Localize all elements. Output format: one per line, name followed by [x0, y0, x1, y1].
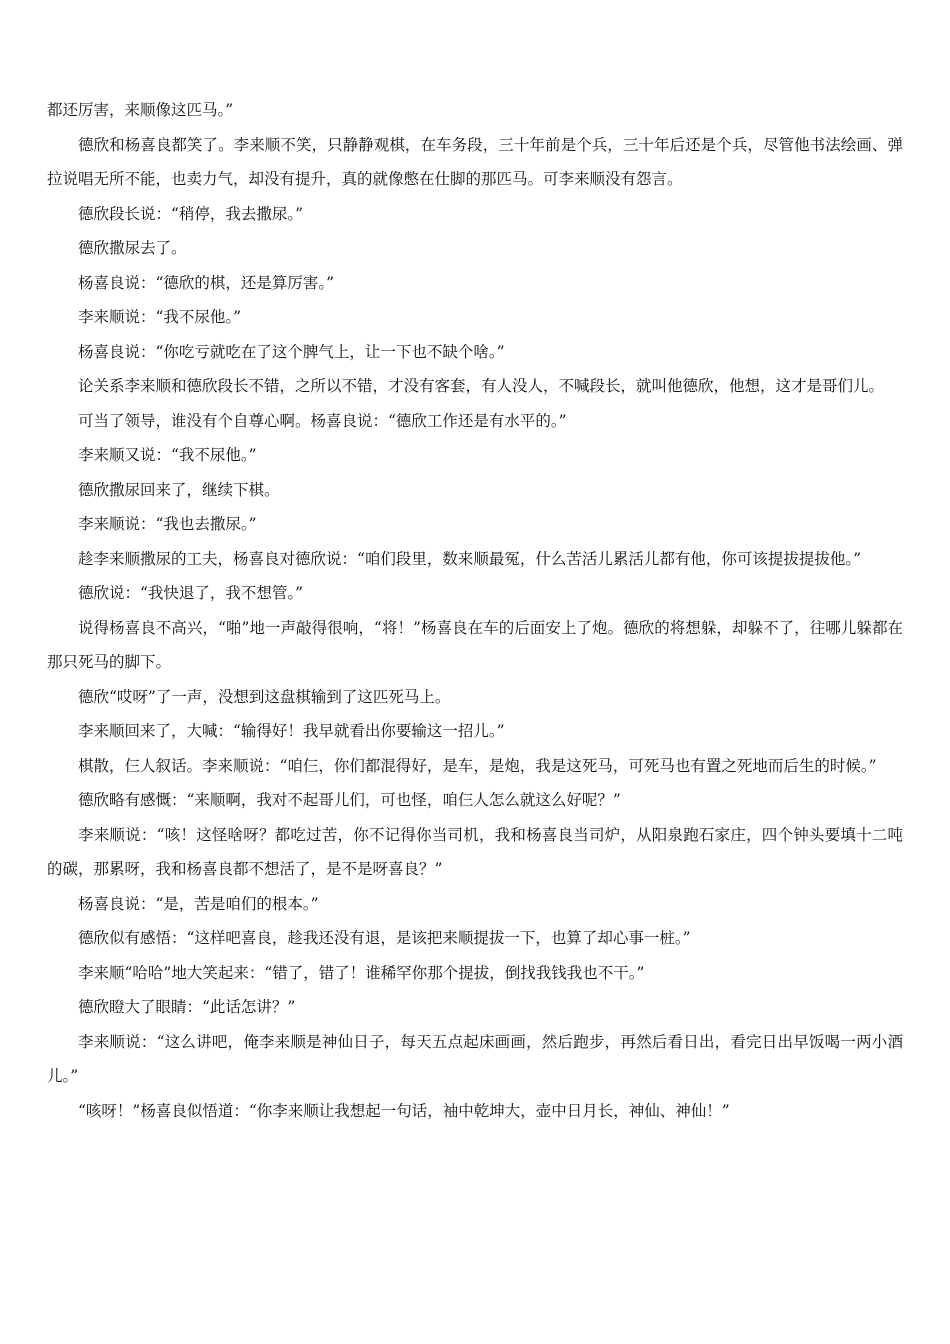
- paragraph-19: 德欣略有感慨：“来顺啊，我对不起哥儿们，可也怪，咱仨人怎么就这么好呢？”: [78, 791, 621, 809]
- paragraph-12: 李来顺说：“我也去撒尿。”: [78, 515, 257, 533]
- paragraph-26: “咳呀！”杨喜良似悟道：“你李来顺让我想起一句话，袖中乾坤大，壶中日月长，神仙、神仙！”: [78, 1101, 730, 1120]
- paragraph-1: 都还厉害，来顺像这匹马。”: [47, 101, 234, 119]
- paragraph-2: 德欣和杨喜良都笑了。李来顺不笑，只静静观棋，在车务段，三十年前是个兵，三十年后还是个兵，尽管他书法绘画、弹拉说唱无所不能，也卖力气，却没有提升，真的就像憋在仕脚的那匹马。可李来顺没有怨言。: [47, 135, 903, 188]
- paragraph-21: 杨喜良说：“是，苦是咱们的根本。”: [78, 894, 319, 913]
- paragraph-14: 德欣说：“我快退了，我不想管。”: [78, 584, 304, 602]
- paragraph-16: 德欣“哎呀”了一声，没想到这盘棋输到了这匹死马上。: [78, 687, 451, 706]
- paragraph-17: 李来顺回来了，大喊：“输得好！我早就看出你要输这一招儿。”: [78, 722, 505, 740]
- paragraph-24: 德欣瞪大了眼睛：“此话怎讲？”: [78, 998, 296, 1016]
- paragraph-23: 李来顺“哈哈”地大笑起来：“错了，错了！谁稀罕你那个提拔，倒找我钱我也不干。”: [78, 963, 645, 982]
- paragraph-22: 德欣似有感悟：“这样吧喜良，趁我还没有退，是该把来顺提拔一下，也算了却心事一桩。”: [78, 929, 691, 947]
- paragraph-9: 可当了领导，谁没有个自尊心啊。杨喜良说：“德欣工作还是有水平的。”: [78, 411, 567, 430]
- paragraph-20: 李来顺说：“咳！这怪啥呀？都吃过苦，你不记得你当司机，我和杨喜良当司炉，从阳泉跑石家庄，四个钟头要填十二吨的碳，那累呀，我和杨喜良都不想活了，是不是呀喜良？”: [47, 825, 903, 878]
- paragraph-25: 李来顺说：“这么讲吧，俺李来顺是神仙日子，每天五点起床画画，然后跑步，再然后看日出，看完日出早饭喝一两小酒儿。”: [47, 1032, 903, 1085]
- document-page: [47, 93, 903, 1128]
- paragraph-8: 论关系李来顺和德欣段长不错，之所以不错，才没有客套，有人没人，不喊段长，就叫他德欣，他想，这才是哥们儿。: [78, 377, 885, 395]
- paragraph-11: 德欣撒尿回来了，继续下棋。: [78, 480, 280, 499]
- paragraph-5: 杨喜良说：“德欣的棋，还是算厉害。”: [78, 273, 335, 292]
- paragraph-15: 说得杨喜良不高兴，“啪”地一声敲得很响，“将！”杨喜良在车的后面安上了炮。德欣的将想躲，却躲不了，往哪儿躲都在那只死马的脚下。: [47, 618, 903, 671]
- paragraph-7: 杨喜良说：“你吃亏就吃在了这个脾气上，让一下也不缺个啥。”: [78, 342, 505, 361]
- paragraph-10: 李来顺又说：“我不尿他。”: [78, 446, 257, 464]
- paragraph-4: 德欣撒尿去了。: [78, 239, 187, 257]
- paragraph-13: 趁李来顺撒尿的工夫，杨喜良对德欣说：“咱们段里，数来顺最冤，什么苦活儿累活儿都有他，你可该提拔提拔他。”: [78, 549, 862, 568]
- paragraph-18: 棋散，仨人叙话。李来顺说：“咱仨，你们都混得好，是车，是炮，我是这死马，可死马也有置之死地而后生的时候。”: [78, 756, 877, 775]
- paragraph-3: 德欣段长说：“稍停，我去撒尿。”: [78, 204, 304, 223]
- paragraph-6: 李来顺说：“我不尿他。”: [78, 308, 242, 326]
